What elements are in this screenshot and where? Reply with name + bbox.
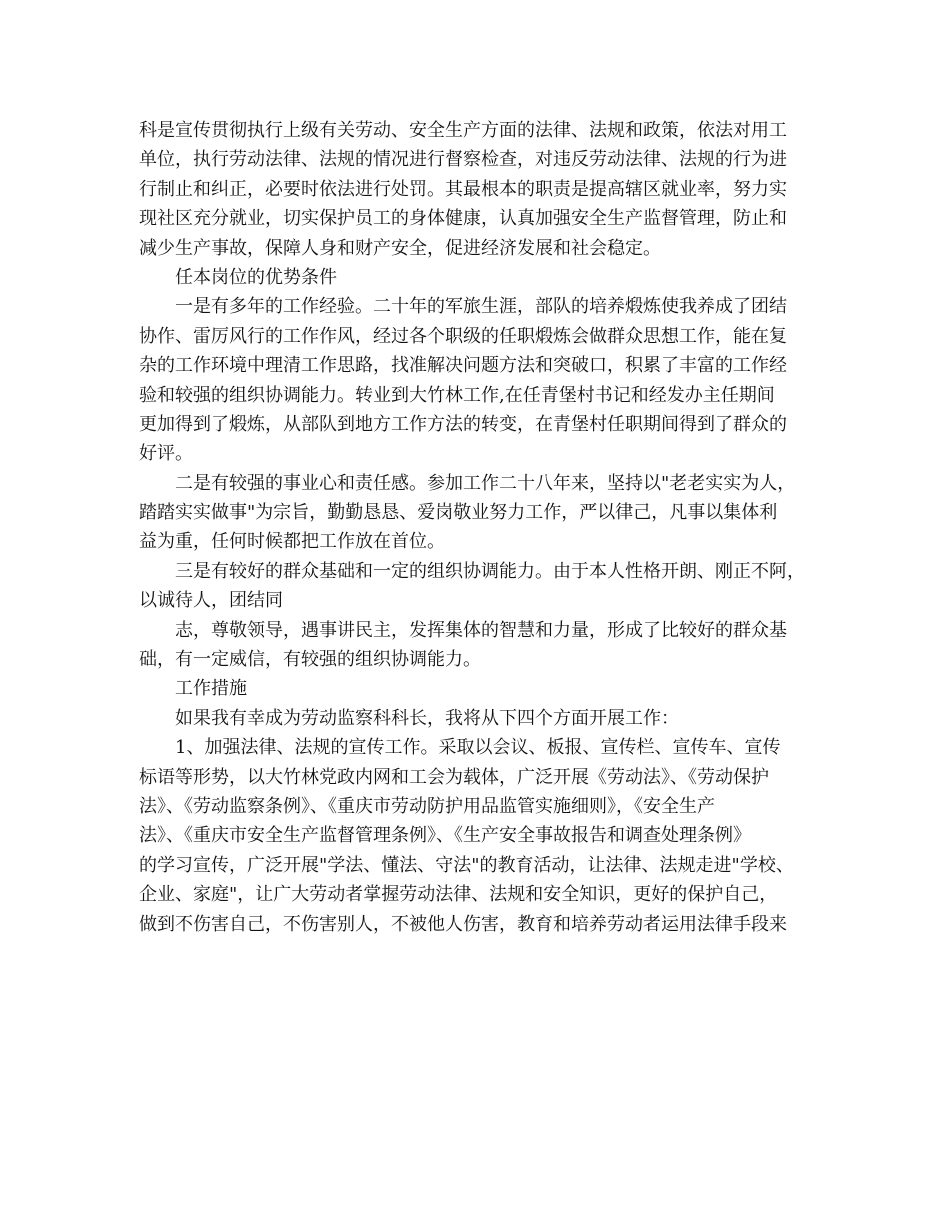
text-line: 益为重，任何时候都把工作放在首位。 — [139, 531, 445, 553]
text-line: 更加得到了煅炼，从部队到地方工作方法的转变，在青堡村任职期间得到了群众的 — [139, 413, 787, 435]
text-line: 企业、家庭"，让广大劳动者掌握劳动法律、法规和安全知识，更好的保护自己， — [139, 884, 778, 906]
text-line: 验和较强的组织协调能力。转业到大竹林工作,在任青堡村书记和经发办主任期间 — [139, 384, 775, 406]
paragraph-start: 志，尊敬领导，遇事讲民主，发挥集体的智慧和力量，形成了比较好的群众基 — [175, 619, 787, 641]
section-heading: 任本岗位的优势条件 — [175, 266, 337, 288]
paragraph-start: 1、加强法律、法规的宣传工作。采取以会议、板报、宣传栏、宣传车、宣传 — [175, 737, 781, 759]
text-line: 标语等形势，以大竹林党政内网和工会为载体，广泛开展《劳动法》、《劳动保护 — [139, 766, 769, 788]
text-line: 以诚待人，团结同 — [139, 590, 283, 612]
paragraph-start: 二是有较强的事业心和责任感。参加工作二十八年来，坚持以"老老实实为人， — [175, 472, 796, 494]
text-line: 行制止和纠正，必要时依法进行处罚。其最根本的职责是提高辖区就业率，努力实 — [139, 178, 787, 200]
text-line: 协作、雷厉风行的工作作风，经过各个职级的任职煅炼会做群众思想工作，能在复 — [139, 325, 787, 347]
section-heading: 工作措施 — [175, 678, 247, 700]
text-line: 科是宣传贯彻执行上级有关劳动、安全生产方面的法律、法规和政策，依法对用工 — [139, 120, 787, 141]
paragraph-start: 三是有较好的群众基础和一定的组织协调能力。由于本人性格开朗、刚正不阿， — [175, 560, 805, 582]
text-line: 法》、《重庆市安全生产监督管理条例》、《生产安全事故报告和调查处理条例》 — [139, 825, 751, 847]
text-line: 踏踏实实做事"为宗旨，勤勤恳恳、爱岗敬业努力工作，严以律己，凡事以集体利 — [139, 502, 778, 524]
text-line: 础，有一定威信，有较强的组织协调能力。 — [139, 649, 481, 671]
text-line: 现社区充分就业，切实保护员工的身体健康，认真加强安全生产监督管理，防止和 — [139, 208, 787, 230]
text-line: 法》、《劳动监察条例》、《重庆市劳动防护用品监管实施细则》，《安全生产 — [139, 795, 715, 817]
text-line: 的学习宣传，广泛开展"学法、懂法、守法"的教育活动，让法律、法规走进"学校、 — [139, 854, 794, 876]
text-line: 减少生产事故，保障人身和财产安全，促进经济发展和社会稳定。 — [139, 237, 661, 259]
text-line: 单位，执行劳动法律、法规的情况进行督察检查，对违反劳动法律、法规的行为进 — [139, 149, 787, 171]
paragraph-start: 如果我有幸成为劳动监察科科长，我将从下四个方面开展工作： — [175, 707, 679, 729]
paragraph-start: 一是有多年的工作经验。二十年的军旅生涯，部队的培养煅炼使我养成了团结 — [175, 296, 787, 318]
text-line: 做到不伤害自己，不伤害别人，不被他人伤害，教育和培养劳动者运用法律手段来 — [139, 913, 787, 935]
document-body — [139, 116, 829, 939]
text-line: 好评。 — [139, 443, 193, 465]
text-line: 杂的工作环境中理清工作思路，找准解决问题方法和突破口，积累了丰富的工作经 — [139, 355, 787, 377]
